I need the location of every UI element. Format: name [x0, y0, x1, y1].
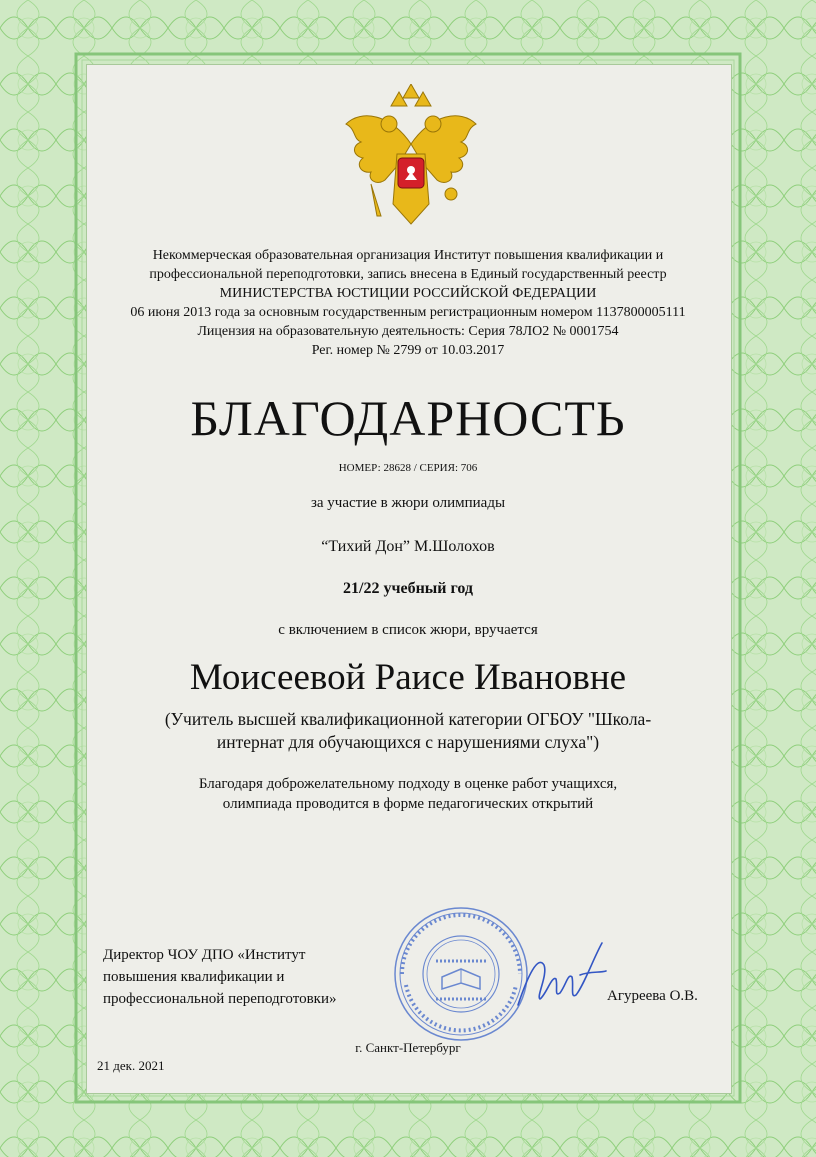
olympiad-name: “Тихий Дон” М.Шолохов — [321, 538, 495, 555]
org-line: Некоммерческая образовательная организация Институт повышения квалификации и — [152, 248, 664, 263]
document-title: БЛАГОДАРНОСТЬ — [190, 390, 626, 446]
org-line: Лицензия на образовательную деятельность: Серия 78ЛО2 № 0001754 — [197, 324, 619, 339]
document-number: НОМЕР: 28628 / СЕРИЯ: 706 — [338, 462, 478, 474]
russian-coat-of-arms-icon — [341, 84, 481, 234]
director-line: профессиональной переподготовки» — [103, 991, 337, 1007]
recipient-name: Моисеевой Раисе Ивановне — [189, 657, 627, 698]
presented-text: с включением в список жюри, вручается — [278, 622, 538, 638]
director-line: Директор ЧОУ ДПО «Институт — [103, 947, 306, 963]
org-line: МИНИСТЕРСТВА ЮСТИЦИИ РОССИЙСКОЙ ФЕДЕРАЦИИ — [219, 286, 597, 301]
issue-date: 21 дек. 2021 — [97, 1058, 165, 1073]
organization-info — [0, 246, 816, 360]
org-line: профессиональной переподготовки, запись внесена в Единый государственный реестр — [149, 267, 667, 282]
city: г. Санкт-Петербург — [355, 1040, 461, 1055]
org-line: Рег. номер № 2799 от 10.03.2017 — [311, 343, 505, 358]
reason-line: олимпиада проводится в форме педагогических открытий — [222, 796, 594, 812]
reason-line: Благодаря доброжелательному подходу в оценке работ учащихся, — [198, 776, 618, 792]
director-line: повышения квалификации и — [103, 969, 285, 985]
position-line: интернат для обучающихся с нарушениями слуха") — [216, 732, 600, 752]
position-line: (Учитель высшей квалификационной категории ОГБОУ "Школа- — [164, 709, 652, 729]
recipient-position — [0, 708, 816, 754]
handwritten-signature-icon — [510, 935, 610, 1020]
reason-text — [0, 774, 816, 814]
org-line: 06 июня 2013 года за основным государственным регистрационным номером 1137800005111 — [130, 305, 686, 320]
participation-text: за участие в жюри олимпиады — [310, 495, 506, 511]
director-block — [103, 944, 336, 1010]
school-year: 21/22 учебный год — [343, 580, 473, 597]
signer-name: Агуреева О.В. — [607, 988, 698, 1004]
